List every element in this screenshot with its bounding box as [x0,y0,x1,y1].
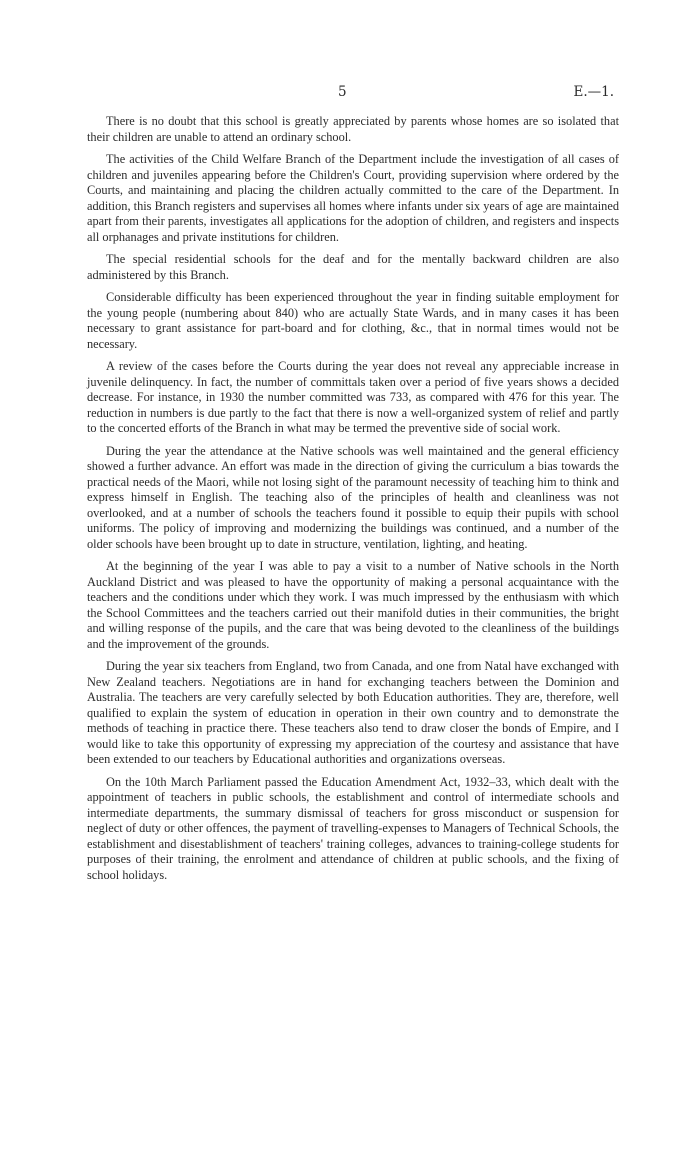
paragraph-juvenile-delinquency: A review of the cases before the Courts during the year does not reveal any appreciable increase in juvenile delinquency. In fact, the number of committals taken over a period of five years shows a decided decrease. For instance, in 1930 the number committed was 733, as compared with 476 for this year. The reduction in numbers is due partly to the fact that there is now a well-organized system of relief and partly to the concerted efforts of the Branch in what may be termed the preventive side of social work. [87,359,619,435]
paragraph-native-schools: During the year the attendance at the Native schools was well maintained and the general efficiency showed a further advance. An effort was made in the direction of giving the curriculum a bias towards the practical needs of the Maori, while not losing sight of the paramount necessity of teaching him to think and express himself in English. The teaching also of the principles of health and cleanliness was not overlooked, and at a number of schools the teachers found it possible to equip their pupils with school uniforms. The policy of improving and modernizing the buildings was continued, and a number of the older schools have been brought up to date in structure, ventilation, lighting, and heating. [87,443,619,551]
paragraph-special-schools: The special residential schools for the deaf and for the mentally backward children are also administered by this Branch. [87,252,619,282]
paragraph-child-welfare-activities: The activities of the Child Welfare Branch of the Department include the investigation of all cases of children and juveniles appearing before the Children's Court, providing supervision where ordered by the Courts, and maintaining and placing the children actually committed to the care of the Department. In addition, this Branch registers and supervises all homes where infants under six years of age are maintained apart from their parents, investigates all applications for the adoption of children, and registers and inspects all orphanages and private institutions for children. [87,152,619,244]
paragraph-education-amendment-act: On the 10th March Parliament passed the Education Amendment Act, 1932–33, which dealt with the appointment of teachers in public schools, the establishment and control of intermediate schools and intermediate departments, the summary dismissal of teachers for gross misconduct or suspension for neglect of duty or other offences, the payment of travelling-expenses to Managers of Technical Schools, the establishment and disestablishment of teachers' training colleges, advances to training-college students for purposes of their training, the enrolment and attendance of children at public schools, and the fixing of school holidays. [87,774,619,882]
paragraph-employment-difficulty: Considerable difficulty has been experienced throughout the year in finding suitable employment for the young people (numbering about 840) who are actually State Wards, and in many cases it has been necessary to grant assistance for part-board and for clothing, &c., that in normal times would not be necessary. [87,290,619,351]
page-number: 5 [338,84,347,100]
body-text [87,114,619,890]
paragraph-teacher-exchange: During the year six teachers from England, two from Canada, and one from Natal have exchanged with New Zealand teachers. Negotiations are in hand for exchanging teachers between the Dominion and Australia. The teachers are very carefully selected by both Education authorities. They are, therefore, well qualified to explain the system of education in operation in their own country and to demonstrate the methods of teaching in practice there. These teachers also tend to draw closer the bonds of Empire, and I would like to take this opportunity of expressing my appreciation of the courtesy and assistance that have been extended to our teachers by Educational authorities and organizations overseas. [87,659,619,766]
paragraph-north-auckland-visit: At the beginning of the year I was able to pay a visit to a number of Native schools in the North Auckland District and was pleased to have the opportunity of making a personal acquaintance with the teachers and the conditions under which they work. I was much impressed by the enthusiasm with which the School Committees and the teachers carried out their manifold duties in their communities, the bright and willing response of the pupils, and the care that was being devoted to the cleanliness of the buildings and the improvement of the grounds. [87,559,619,651]
paragraph-school-appreciation: There is no doubt that this school is greatly appreciated by parents whose homes are so isolated that their children are unable to attend an ordinary school. [87,114,619,144]
page-header [0,84,700,104]
document-reference: E.—1. [573,84,614,100]
